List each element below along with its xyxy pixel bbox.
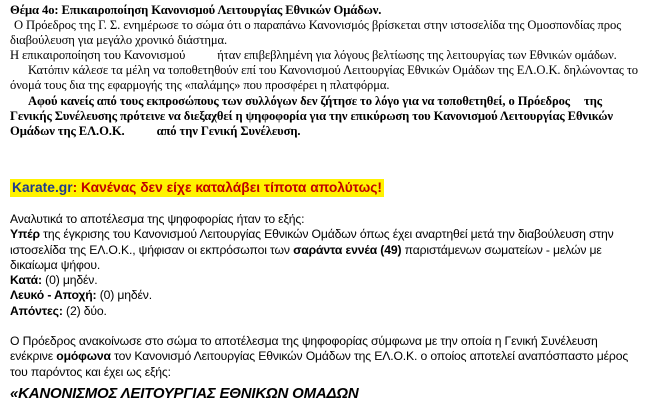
vote-results [10, 212, 642, 319]
highlight-box [10, 179, 384, 197]
results-blank: Λευκό - Αποχή: (0) μηδέν. [10, 288, 152, 303]
announcement-paragraph: Ο Πρόεδρος ανακοίνωσε στο σώμα το αποτέλεσμα της ψηφοφορίας σύμφωνα με την οποία η Γενική Συνέλευση ενέκρινε ομόφωνα τον Κανονισμό Λειτουργίας Εθνικών Ομάδων της ΕΛ.Ο.Κ. ο οποίος αποτελεί αναπόσπαστο μέρος του παρόντος και έχει ως εξής: [10, 334, 629, 379]
results-absent: Απόντες: (2) δύο. [10, 303, 107, 318]
highlight-text: : Κανένας δεν είχε καταλάβει τίποτα απολύτως! [72, 180, 382, 195]
paragraph-invitation: Κατόπιν κάλεσε τα μέλη να τοποθετηθούν επί του Κανονισμού Λειτουργίας Εθνικών Ομάδων της ΕΛ.Ο.Κ. δηλώνοντας το όνομά τους δια της εφαρμογής της «παλάμης» που προσφέρει η πλατφόρμα. [10, 63, 638, 93]
highlight-comment [10, 179, 642, 197]
results-yes: Υπέρ της έγκρισης του Κανονισμού Λειτουργίας Εθνικών Ομάδων όπως έχει αναρτηθεί μετά την διαβούλευση στην ιστοσελίδα της ΕΛ.Ο.Κ., ψήφισαν οι εκπρόσωποι των σαράντα εννέα (49) παριστάμενων σωματείων - μελών με δικαίωμα ψήφου. [10, 227, 614, 272]
paragraph-intro: Ο Πρόεδρος της Γ. Σ. ενημέρωσε το σώμα ότι ο παραπάνω Κανονισμός βρίσκεται στην ιστοσελίδα της Ομοσπονδίας προς διαβούλευση για μεγάλο χρονικό διάστημα. [10, 18, 622, 48]
section-topic-4 [10, 3, 642, 139]
results-intro: Αναλυτικά το αποτέλεσμα της ψηφοφορίας ήταν το εξής: [10, 212, 305, 226]
results-against: Κατά: (0) μηδέν. [10, 273, 98, 288]
paragraph-proposal: Αφού κανείς από τους εκπροσώπους των συλλόγων δεν ζήτησε το λόγο για να τοποθετηθεί, ο Πρόεδρος της Γενικής Συνέλευσης πρότεινε να διεξαχθεί η ψηφοφορία για την επικύρωση του Κανονισμού Λειτουργίας Εθνικών Ομάδων της ΕΛ.Ο.Κ. από την Γενική Συνέλευση. [10, 93, 613, 138]
topic-title: Θέμα 4ο: Επικαιροποίηση Κανονισμού Λειτουργίας Εθνικών Ομάδων. [10, 3, 382, 17]
site-name: Karate.gr [12, 180, 73, 195]
regulation-heading: «ΚΑΝΟΝΙΣΜΟΣ ΛΕΙΤΟΥΡΓΙΑΣ ΕΘΝΙΚΩΝ ΟΜΑΔΩΝ [10, 385, 359, 402]
paragraph-update: Η επικαιροποίηση του Κανονισμού ήταν επιβεβλημένη για λόγους βελτίωσης της λειτουργίας των Εθνικών ομάδων. [10, 48, 617, 63]
